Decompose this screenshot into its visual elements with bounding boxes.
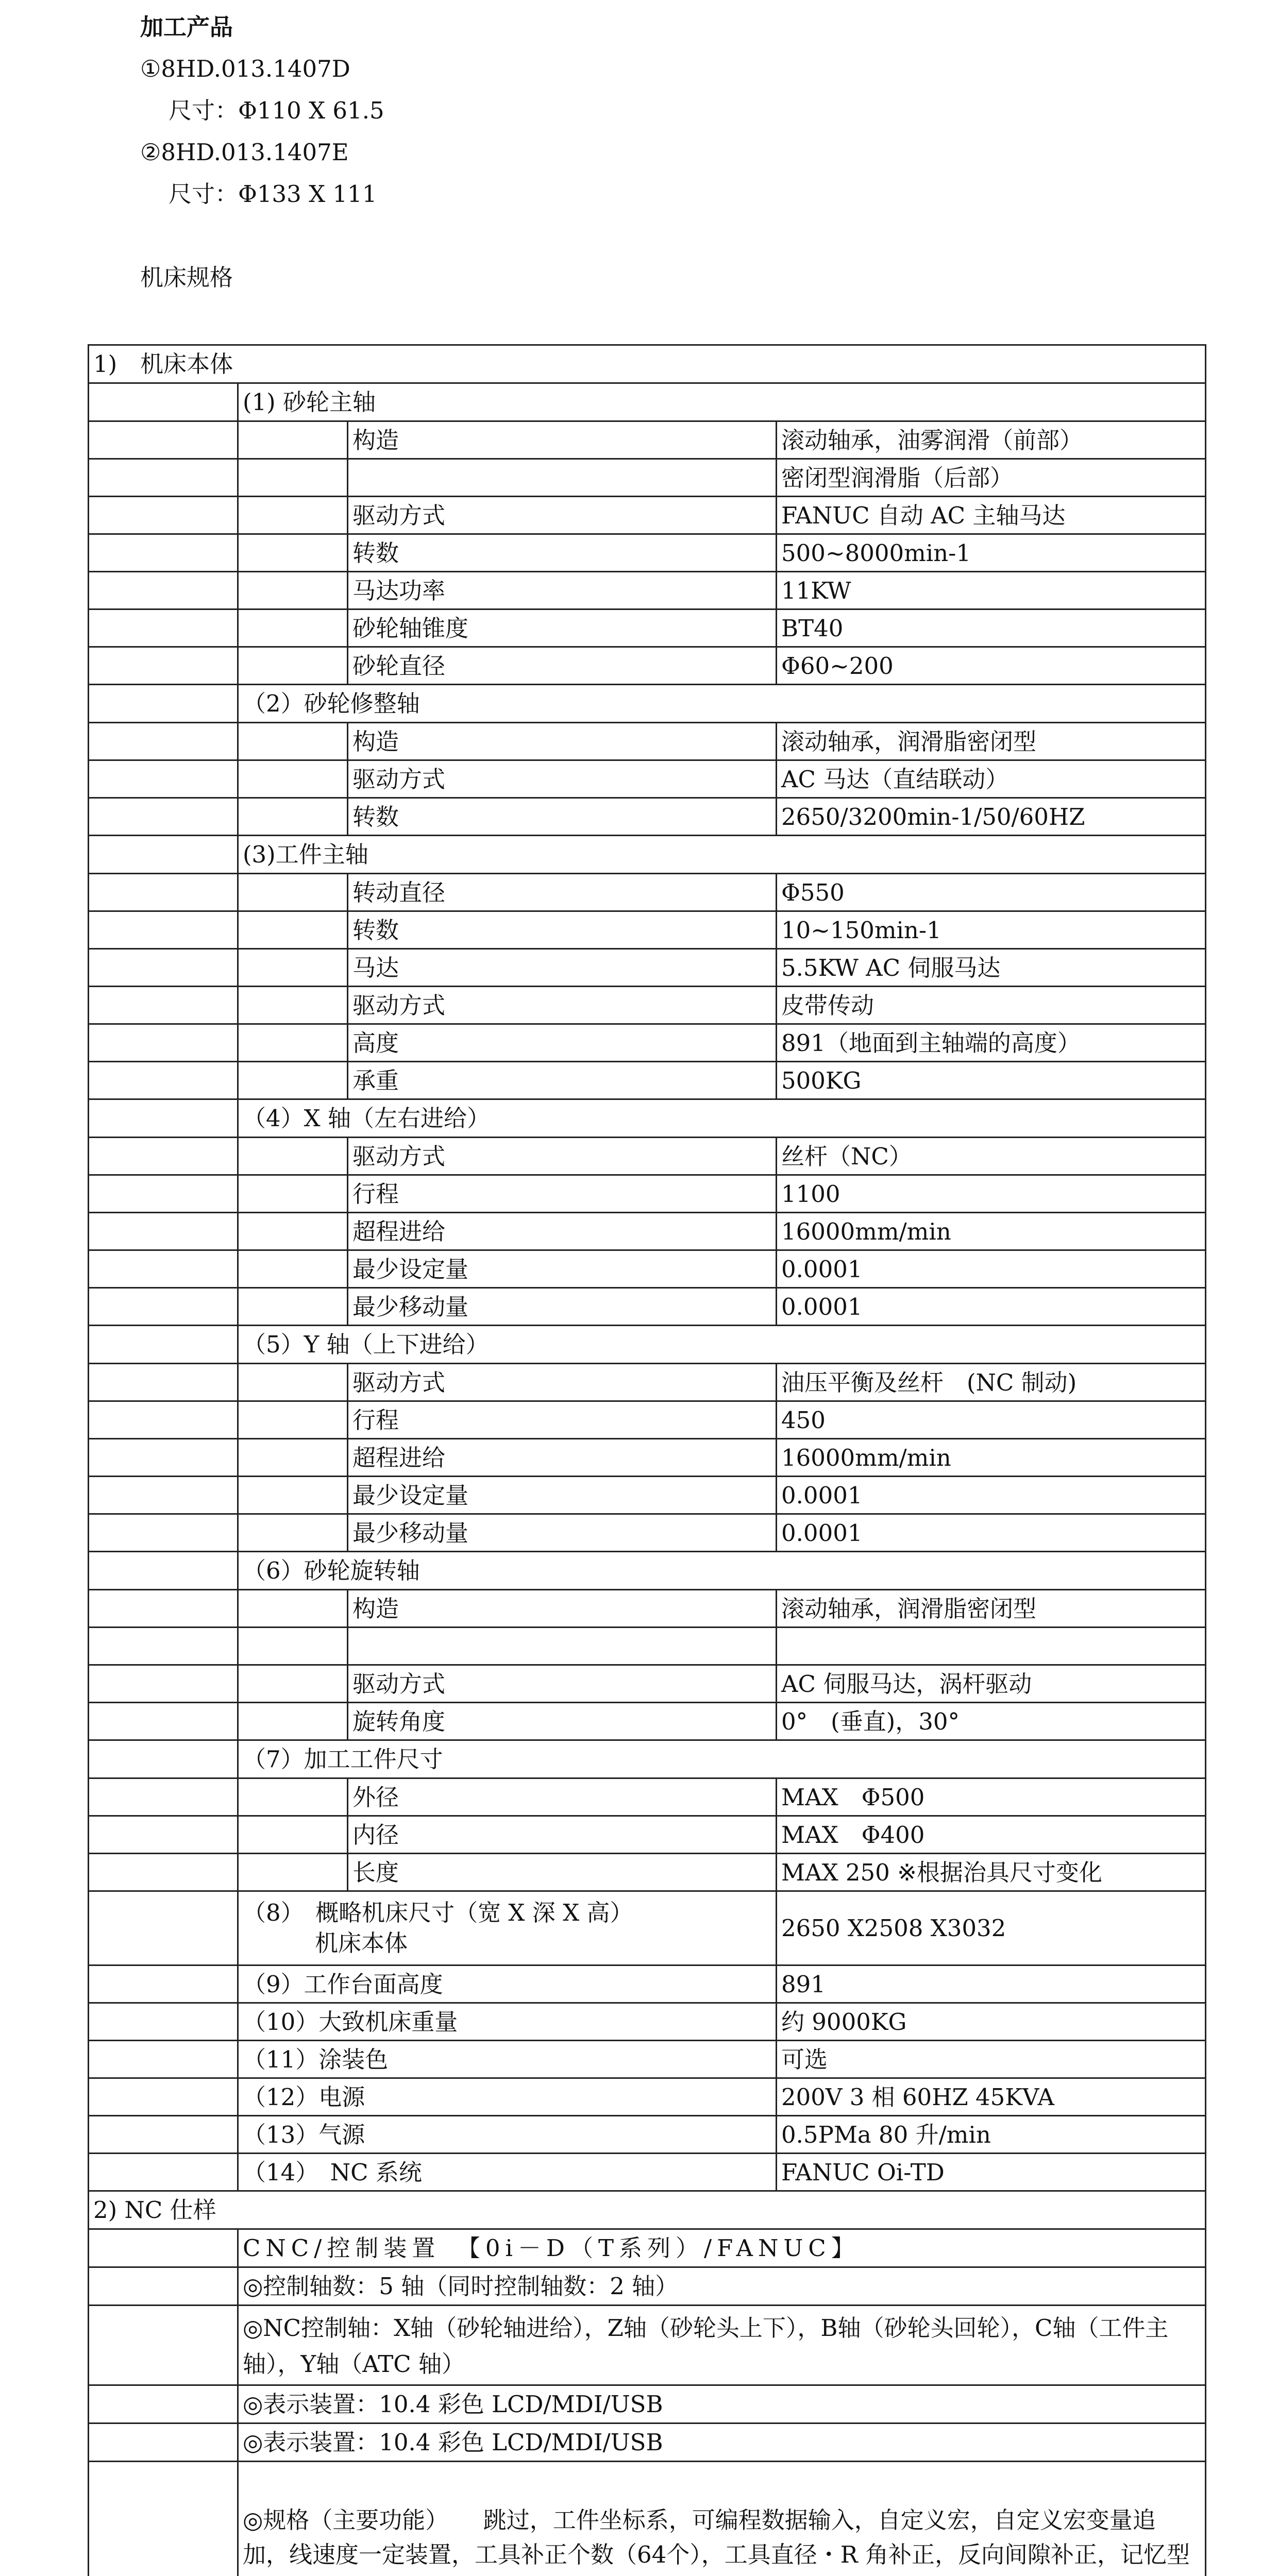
indent-cell bbox=[88, 797, 239, 836]
spec-value: BT40 bbox=[776, 608, 1206, 648]
spec-label: 驱动方式 bbox=[347, 1664, 777, 1703]
spec-heading: 机床规格 bbox=[140, 264, 233, 291]
indent-cell bbox=[88, 684, 239, 723]
indent-cell bbox=[88, 1513, 239, 1552]
table-row bbox=[88, 1626, 1205, 1664]
indent-cell bbox=[237, 986, 348, 1025]
table-row bbox=[88, 1702, 1205, 1739]
indent-cell bbox=[88, 2228, 239, 2268]
spec-value: 约 9000KG bbox=[776, 2002, 1206, 2041]
spec-value: 891（地面到主轴端的高度） bbox=[776, 1023, 1206, 1062]
section-row bbox=[88, 344, 1205, 382]
spec-value: 1100 bbox=[776, 1174, 1206, 1213]
spec-label: 转数 bbox=[347, 533, 777, 572]
spec-label: 旋转角度 bbox=[347, 1702, 777, 1741]
indent-cell bbox=[88, 1438, 239, 1477]
indent-cell bbox=[88, 835, 239, 874]
indent-cell bbox=[88, 722, 239, 761]
nc-spec-text: ◎表示装置：10.4 彩色 LCD/MDI/USB bbox=[237, 2422, 1206, 2462]
spec-label: 转数 bbox=[347, 797, 777, 836]
nc-spec-text: CNC/控制装置 【0i－D（T系列）/FANUC】 bbox=[237, 2228, 1206, 2268]
indent-cell bbox=[88, 533, 239, 572]
spec-label: 行程 bbox=[347, 1174, 777, 1213]
indent-cell bbox=[88, 1363, 239, 1402]
spec-label: 最少设定量 bbox=[347, 1249, 777, 1289]
section-row bbox=[88, 2190, 1205, 2228]
indent-cell bbox=[88, 458, 239, 497]
indent-cell bbox=[237, 797, 348, 836]
indent-cell bbox=[88, 1890, 239, 1966]
spec-value: 皮带传动 bbox=[776, 986, 1206, 1025]
indent-cell bbox=[88, 2304, 239, 2386]
indent-cell bbox=[237, 1777, 348, 1817]
indent-cell bbox=[237, 420, 348, 460]
spec-label: 承重 bbox=[347, 1061, 777, 1100]
indent-cell bbox=[237, 533, 348, 572]
nc-row bbox=[88, 2384, 1205, 2422]
group-title: （5）Y 轴（上下进给） bbox=[237, 1325, 1206, 1364]
table-row bbox=[88, 797, 1205, 835]
table-row bbox=[88, 1061, 1205, 1098]
table-row bbox=[88, 533, 1205, 571]
indent-cell bbox=[88, 1476, 239, 1515]
group-title: （7）加工工件尺寸 bbox=[237, 1739, 1206, 1779]
indent-cell bbox=[88, 910, 239, 950]
indent-cell bbox=[88, 646, 239, 685]
spec-label: （12）电源 bbox=[237, 2077, 777, 2116]
spec-value: 密闭型润滑脂（后部） bbox=[776, 458, 1206, 497]
group-header-row bbox=[88, 1098, 1205, 1137]
nc-row bbox=[88, 2266, 1205, 2304]
indent-cell bbox=[88, 2153, 239, 2192]
indent-cell bbox=[237, 1212, 348, 1251]
spec-value: AC 伺服马达，涡杆驱动 bbox=[776, 1664, 1206, 1703]
spec-label: 驱动方式 bbox=[347, 986, 777, 1025]
indent-cell bbox=[237, 759, 348, 799]
indent-cell bbox=[237, 1853, 348, 1892]
group-title: （4）X 轴（左右进给） bbox=[237, 1098, 1206, 1138]
spec-value: 滚动轴承，润滑脂密闭型 bbox=[776, 722, 1206, 761]
table-row bbox=[88, 1023, 1205, 1061]
spec-label: 转动直径 bbox=[347, 873, 777, 912]
indent-cell bbox=[88, 571, 239, 610]
spec-value: AC 马达（直结联动） bbox=[776, 759, 1206, 799]
table-row bbox=[88, 1853, 1205, 1890]
table-row bbox=[88, 571, 1205, 608]
spec-label: （10）大致机床重量 bbox=[237, 2002, 777, 2041]
machine-size-label: （8） 概略机床尺寸（宽 X 深 X 高） bbox=[243, 1899, 633, 1926]
spec-label: 驱动方式 bbox=[347, 1363, 777, 1402]
spec-label: 转数 bbox=[347, 910, 777, 950]
indent-cell bbox=[88, 1249, 239, 1289]
indent-cell bbox=[88, 759, 239, 799]
table-row bbox=[88, 759, 1205, 797]
indent-cell bbox=[88, 1325, 239, 1364]
spec-value: 200V 3 相 60HZ 45KVA bbox=[776, 2077, 1206, 2116]
table-row bbox=[88, 1589, 1205, 1626]
table-row bbox=[88, 1137, 1205, 1174]
product-2-id: ②8HD.013.1407E bbox=[140, 139, 349, 166]
spec-label: 最少移动量 bbox=[347, 1513, 777, 1552]
product-1-size: 尺寸：Φ110 X 61.5 bbox=[169, 97, 384, 124]
spec-value: 0.0001 bbox=[776, 1513, 1206, 1552]
spec-label: 内径 bbox=[347, 1815, 777, 1854]
spec-label bbox=[237, 1890, 777, 1966]
indent-cell bbox=[88, 2002, 239, 2041]
spec-value: 500~8000min-1 bbox=[776, 533, 1206, 572]
spec-value: FANUC Oi-TD bbox=[776, 2153, 1206, 2192]
indent-cell bbox=[88, 2115, 239, 2154]
product-2-size: 尺寸：Φ133 X 111 bbox=[169, 180, 377, 208]
table-row bbox=[88, 1513, 1205, 1551]
table-row bbox=[88, 1438, 1205, 1476]
indent-cell bbox=[88, 1137, 239, 1176]
section-2-title: 2) NC 仕样 bbox=[88, 2190, 1206, 2230]
indent-cell bbox=[88, 1853, 239, 1892]
table-row bbox=[88, 948, 1205, 986]
spec-value: 450 bbox=[776, 1400, 1206, 1439]
indent-cell bbox=[88, 1964, 239, 2004]
table-row bbox=[88, 1249, 1205, 1287]
nc-spec-text: ◎NC控制轴：X轴（砂轮轴进给），Z轴（砂轮头上下），B轴（砂轮头回轮），C轴（工件主轴），Y轴（ATC 轴） bbox=[237, 2304, 1206, 2386]
indent-cell bbox=[88, 1702, 239, 1741]
table-row bbox=[88, 986, 1205, 1023]
spec-value: 滚动轴承，油雾润滑（前部） bbox=[776, 420, 1206, 460]
nc-spec-text: ◎规格（主要功能） 跳过，工件坐标系，可编程数据输入，自定义宏，自定义宏变量追加，线速度一定装置，工具补正个数（64个），工具直径・R 角补正，反向间隙补正，记忆型 bbox=[237, 2461, 1206, 2576]
indent-cell bbox=[88, 1212, 239, 1251]
table-row bbox=[88, 1964, 1205, 2002]
spec-label: 长度 bbox=[347, 1853, 777, 1892]
indent-cell bbox=[237, 1287, 348, 1326]
spec-label: （13）气源 bbox=[237, 2115, 777, 2154]
table-row bbox=[88, 2040, 1205, 2077]
indent-cell bbox=[88, 1287, 239, 1326]
indent-cell bbox=[88, 1174, 239, 1213]
section-1-title: 1) 机床本体 bbox=[88, 344, 1206, 384]
spec-value: MAX Φ500 bbox=[776, 1777, 1206, 1817]
spec-value: 0.0001 bbox=[776, 1287, 1206, 1326]
indent-cell bbox=[237, 496, 348, 535]
spec-value: Φ550 bbox=[776, 873, 1206, 912]
spec-value: FANUC 自动 AC 主轴马达 bbox=[776, 496, 1206, 535]
table-row bbox=[88, 1363, 1205, 1400]
spec-value: 16000mm/min bbox=[776, 1438, 1206, 1477]
table-row bbox=[88, 1815, 1205, 1853]
group-header-row bbox=[88, 1739, 1205, 1777]
spec-label: 砂轮轴锥度 bbox=[347, 608, 777, 648]
indent-cell bbox=[88, 1777, 239, 1817]
table-row bbox=[88, 1287, 1205, 1325]
indent-cell bbox=[237, 1664, 348, 1703]
spec-label bbox=[347, 458, 777, 497]
spec-value bbox=[776, 1626, 1206, 1666]
indent-cell bbox=[237, 1476, 348, 1515]
table-row bbox=[88, 496, 1205, 533]
indent-cell bbox=[237, 1137, 348, 1176]
group-header-row bbox=[88, 382, 1205, 420]
indent-cell bbox=[88, 1400, 239, 1439]
spec-value: 891 bbox=[776, 1964, 1206, 2004]
indent-cell bbox=[88, 2422, 239, 2462]
indent-cell bbox=[88, 1061, 239, 1100]
indent-cell bbox=[88, 2077, 239, 2116]
spec-label: （11）涂装色 bbox=[237, 2040, 777, 2079]
spec-value: 500KG bbox=[776, 1061, 1206, 1100]
indent-cell bbox=[88, 382, 239, 422]
nc-row bbox=[88, 2422, 1205, 2461]
spec-label: 最少移动量 bbox=[347, 1287, 777, 1326]
spec-label: 构造 bbox=[347, 1589, 777, 1628]
group-header-row bbox=[88, 1551, 1205, 1589]
group-title: （6）砂轮旋转轴 bbox=[237, 1551, 1206, 1590]
nc-spec-text: ◎控制轴数：5 轴（同时控制轴数：2 轴） bbox=[237, 2266, 1206, 2306]
spec-value: Φ60~200 bbox=[776, 646, 1206, 685]
table-row bbox=[88, 608, 1205, 646]
spec-value: 5.5KW AC 伺服马达 bbox=[776, 948, 1206, 987]
indent-cell bbox=[88, 608, 239, 648]
table-row bbox=[88, 420, 1205, 458]
spec-value: 油压平衡及丝杆 (NC 制动) bbox=[776, 1363, 1206, 1402]
spec-value: 2650 X2508 X3032 bbox=[776, 1890, 1206, 1966]
indent-cell bbox=[88, 2266, 239, 2306]
indent-cell bbox=[237, 910, 348, 950]
indent-cell bbox=[88, 1739, 239, 1779]
table-row bbox=[88, 2002, 1205, 2040]
indent-cell bbox=[237, 1589, 348, 1628]
spec-table bbox=[88, 344, 1205, 2576]
indent-cell bbox=[88, 1664, 239, 1703]
spec-label: 超程进给 bbox=[347, 1438, 777, 1477]
spec-value: 可选 bbox=[776, 2040, 1206, 2079]
indent-cell bbox=[237, 948, 348, 987]
indent-cell bbox=[237, 608, 348, 648]
spec-label: 行程 bbox=[347, 1400, 777, 1439]
group-title: (1) 砂轮主轴 bbox=[237, 382, 1206, 422]
spec-value: 滚动轴承，润滑脂密闭型 bbox=[776, 1589, 1206, 1628]
spec-label: （14） NC 系统 bbox=[237, 2153, 777, 2192]
group-title: （2）砂轮修整轴 bbox=[237, 684, 1206, 723]
spec-value: MAX 250 ※根据治具尺寸变化 bbox=[776, 1853, 1206, 1892]
group-title: (3)工件主轴 bbox=[237, 835, 1206, 874]
indent-cell bbox=[88, 1023, 239, 1062]
table-row bbox=[88, 1400, 1205, 1438]
spec-label: 构造 bbox=[347, 722, 777, 761]
indent-cell bbox=[237, 722, 348, 761]
table-row bbox=[88, 873, 1205, 910]
spec-label: 砂轮直径 bbox=[347, 646, 777, 685]
indent-cell bbox=[237, 1626, 348, 1666]
spec-label: 马达功率 bbox=[347, 571, 777, 610]
indent-cell bbox=[237, 1513, 348, 1552]
machine-body-label: 机床本体 bbox=[315, 1929, 408, 1957]
spec-label: 外径 bbox=[347, 1777, 777, 1817]
indent-cell bbox=[88, 1098, 239, 1138]
spec-label: 超程进给 bbox=[347, 1212, 777, 1251]
indent-cell bbox=[237, 1702, 348, 1741]
table-row bbox=[88, 2115, 1205, 2153]
indent-cell bbox=[88, 986, 239, 1025]
indent-cell bbox=[88, 2040, 239, 2079]
table-row bbox=[88, 2153, 1205, 2190]
spec-value: 0° (垂直)，30° bbox=[776, 1702, 1206, 1741]
indent-cell bbox=[237, 1363, 348, 1402]
indent-cell bbox=[88, 948, 239, 987]
spec-value: 0.5PMa 80 升/min bbox=[776, 2115, 1206, 2154]
indent-cell bbox=[237, 1023, 348, 1062]
indent-cell bbox=[237, 1061, 348, 1100]
indent-cell bbox=[237, 1400, 348, 1439]
spec-value: 丝杆（NC） bbox=[776, 1137, 1206, 1176]
spec-label: 构造 bbox=[347, 420, 777, 460]
indent-cell bbox=[88, 873, 239, 912]
spec-label: 驱动方式 bbox=[347, 1137, 777, 1176]
table-row bbox=[88, 722, 1205, 759]
indent-cell bbox=[88, 2461, 239, 2576]
indent-cell bbox=[237, 571, 348, 610]
spec-label: 马达 bbox=[347, 948, 777, 987]
spec-value: 11KW bbox=[776, 571, 1206, 610]
spec-label: 驱动方式 bbox=[347, 759, 777, 799]
indent-cell bbox=[237, 1249, 348, 1289]
table-row bbox=[88, 1212, 1205, 1249]
nc-row bbox=[88, 2304, 1205, 2384]
spec-value: MAX Φ400 bbox=[776, 1815, 1206, 1854]
table-row bbox=[88, 1174, 1205, 1212]
product-1-id: ①8HD.013.1407D bbox=[140, 55, 350, 82]
spec-label: 高度 bbox=[347, 1023, 777, 1062]
group-header-row bbox=[88, 1325, 1205, 1363]
spec-value: 0.0001 bbox=[776, 1249, 1206, 1289]
table-row bbox=[88, 1664, 1205, 1702]
indent-cell bbox=[88, 420, 239, 460]
table-row bbox=[88, 2077, 1205, 2115]
indent-cell bbox=[237, 1174, 348, 1213]
spec-label bbox=[347, 1626, 777, 1666]
table-row bbox=[88, 1890, 1205, 1964]
indent-cell bbox=[88, 496, 239, 535]
group-header-row bbox=[88, 684, 1205, 722]
spec-label: 最少设定量 bbox=[347, 1476, 777, 1515]
indent-cell bbox=[88, 2384, 239, 2424]
table-row bbox=[88, 1476, 1205, 1513]
indent-cell bbox=[237, 1815, 348, 1854]
indent-cell bbox=[237, 458, 348, 497]
spec-value: 10~150min-1 bbox=[776, 910, 1206, 950]
section-title: 加工产品 bbox=[140, 13, 233, 41]
group-header-row bbox=[88, 835, 1205, 873]
spec-value: 0.0001 bbox=[776, 1476, 1206, 1515]
indent-cell bbox=[88, 1589, 239, 1628]
nc-row bbox=[88, 2461, 1205, 2576]
nc-row bbox=[88, 2228, 1205, 2266]
nc-spec-text: ◎表示装置：10.4 彩色 LCD/MDI/USB bbox=[237, 2384, 1206, 2424]
table-row bbox=[88, 910, 1205, 948]
indent-cell bbox=[88, 1551, 239, 1590]
indent-cell bbox=[237, 873, 348, 912]
spec-label: 驱动方式 bbox=[347, 496, 777, 535]
spec-value: 16000mm/min bbox=[776, 1212, 1206, 1251]
indent-cell bbox=[88, 1626, 239, 1666]
spec-label: （9）工作台面高度 bbox=[237, 1964, 777, 2004]
indent-cell bbox=[88, 1815, 239, 1854]
table-row bbox=[88, 646, 1205, 684]
table-row bbox=[88, 458, 1205, 496]
spec-value: 2650/3200min-1/50/60HZ bbox=[776, 797, 1206, 836]
indent-cell bbox=[237, 646, 348, 685]
indent-cell bbox=[237, 1438, 348, 1477]
table-row bbox=[88, 1777, 1205, 1815]
